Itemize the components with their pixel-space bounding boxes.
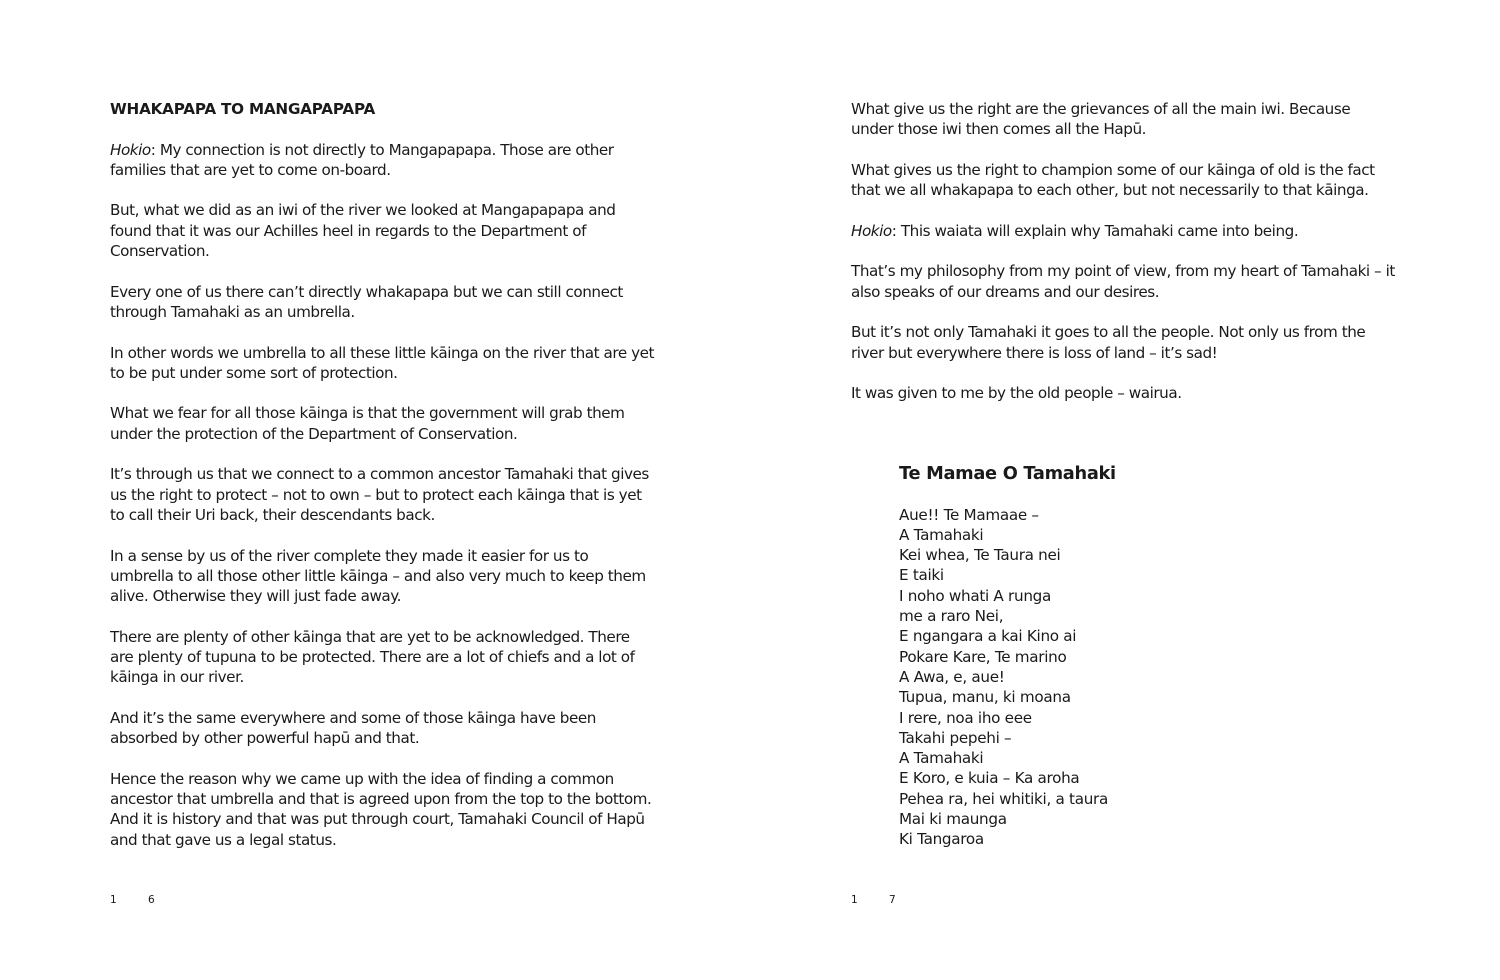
paragraph-text: : This waiata will explain why Tamahaki came into being. bbox=[891, 221, 1299, 240]
paragraph: But it’s not only Tamahaki it goes to all the people. Not only us from the river but everywhere there is loss of land – it’s sad! bbox=[851, 323, 1366, 362]
paragraph: It was given to me by the old people – wairua. bbox=[851, 384, 1182, 403]
paragraph: And it’s the same everywhere and some of those kāinga have been absorbed by other powerful hapū and that. bbox=[110, 708, 596, 748]
poem-line: Aue!! Te Mamaae – bbox=[899, 505, 1039, 524]
page-number-digit: 6 bbox=[148, 894, 155, 906]
paragraph: That’s my philosophy from my point of view, from my heart of Tamahaki – it also speaks of our dreams and our desires. bbox=[851, 262, 1395, 301]
paragraph: In a sense by us of the river complete they made it easier for us to umbrella to all those other little kāinga – and also very much to keep them alive. Otherwise they will just fade away. bbox=[110, 546, 646, 606]
poem-line: Ki Tangaroa bbox=[899, 830, 984, 849]
paragraph: But, what we did as an iwi of the river we looked at Mangapapapa and found that it was our Achilles heel in regards to the Department of Conservation. bbox=[110, 201, 616, 261]
poem-line: E ngangara a kai Kino ai bbox=[899, 627, 1077, 646]
paragraph-text: : My connection is not directly to Mangapapapa. Those are other families that are yet to come on-board. bbox=[110, 140, 614, 179]
section-heading: WHAKAPAPA TO MANGAPAPAPA bbox=[110, 100, 376, 118]
paragraph: In other words we umbrella to all these little kāinga on the river that are yet to be put under some sort of protection. bbox=[110, 343, 655, 382]
poem-line: E taiki bbox=[899, 566, 944, 585]
poem-line: me a raro Nei, bbox=[899, 607, 1004, 626]
poem-line: Kei whea, Te Taura nei bbox=[899, 546, 1061, 565]
paragraph: It’s through us that we connect to a common ancestor Tamahaki that gives us the right to protect – not to own – but to protect each kāinga that is yet to call their Uri back, their descendants back. bbox=[110, 465, 649, 524]
page-number-digit: 1 bbox=[851, 894, 858, 906]
paragraph: Hence the reason why we came up with the idea of finding a common ancestor that umbrella and that is agreed upon from the top to the bottom. And it is history and that was put through court, Tamahaki Council of Hapū and that gave us a legal status. bbox=[110, 769, 652, 849]
poem-line: A Tamahaki bbox=[899, 749, 984, 768]
poem-line: A Awa, e, aue! bbox=[899, 667, 1005, 686]
right-text-column bbox=[851, 99, 1396, 424]
paragraph bbox=[851, 221, 1396, 241]
paragraph: What gives us the right to champion some of our kāinga of old is the fact that we all whakapapa to each other, but not necessarily to that kāinga. bbox=[851, 160, 1375, 200]
left-text-column bbox=[110, 99, 655, 870]
page-number-digit: 1 bbox=[110, 894, 117, 906]
paragraph: What give us the right are the grievances of all the main iwi. Because under those iwi then comes all the Hapū. bbox=[851, 100, 1351, 139]
paragraph bbox=[110, 140, 655, 181]
poem-line: I rere, noa iho eee bbox=[899, 708, 1032, 727]
poem-line: Pehea ra, hei whitiki, a taura bbox=[899, 789, 1108, 808]
paragraph: What we fear for all those kāinga is that the government will grab them under the protection of the Department of Conservation. bbox=[110, 404, 625, 443]
poem-line: Mai ki maunga bbox=[899, 810, 1007, 829]
poem-line: Takahi pepehi – bbox=[899, 728, 1012, 747]
poem-lines bbox=[899, 505, 1299, 850]
poem-line: I noho whati A runga bbox=[899, 586, 1051, 605]
poem-line: Pokare Kare, Te marino bbox=[899, 647, 1067, 666]
page-number bbox=[110, 894, 155, 906]
page-number-digit: 7 bbox=[889, 894, 896, 906]
right-page bbox=[750, 0, 1500, 980]
paragraph: There are plenty of other kāinga that are yet to be acknowledged. There are plenty of tupuna to be protected. There are a lot of chiefs and a lot of kāinga in our river. bbox=[110, 627, 635, 687]
poem-line: Tupua, manu, ki moana bbox=[899, 688, 1071, 707]
speaker-name: Hokio bbox=[851, 221, 892, 240]
poem-line: E Koro, e kuia – Ka aroha bbox=[899, 769, 1080, 788]
waiata-poem bbox=[899, 464, 1299, 850]
paragraph: Every one of us there can’t directly whakapapa but we can still connect through Tamahaki as an umbrella. bbox=[110, 282, 623, 321]
page-number bbox=[851, 894, 896, 906]
poem-title: Te Mamae O Tamahaki bbox=[899, 463, 1116, 484]
poem-line: A Tamahaki bbox=[899, 525, 984, 544]
speaker-name: Hokio bbox=[110, 140, 151, 159]
